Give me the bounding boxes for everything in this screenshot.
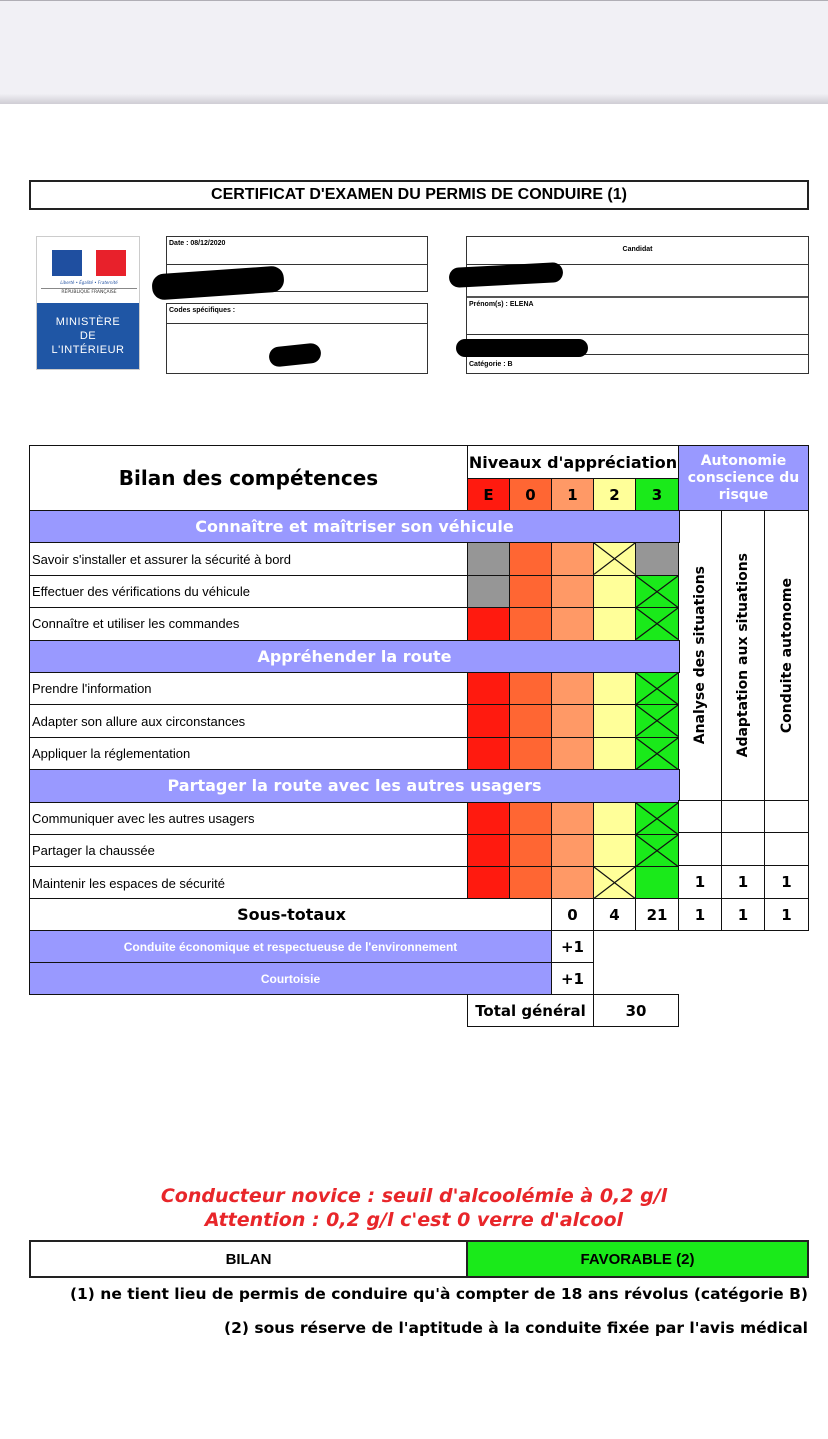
level-cell-0[interactable] [509,672,552,705]
logo-ministry-line: DE [79,330,97,342]
candidate-firstname: Prénom(s) : ELENA [467,298,808,335]
autonomy-col-label: Adaptation aux situations [735,553,751,758]
level-cell-e[interactable] [467,737,510,770]
alcohol-warning-line2: Attention : 0,2 g/l c'est 0 verre d'alcool [204,1209,624,1231]
competence-label: Savoir s'installer et assurer la sécurité à bord [29,542,468,575]
level-cell-e[interactable] [467,542,510,575]
total-value: 30 [593,994,679,1027]
competence-label: Communiquer avec les autres usagers [29,802,468,835]
document-title: CERTIFICAT D'EXAMEN DU PERMIS DE CONDUIRE (1) [29,180,809,210]
competence-label: Adapter son allure aux circonstances [29,704,468,737]
level-cell-3-checked[interactable] [635,704,679,737]
level-cell-1[interactable] [551,704,594,737]
autonomy-empty-cell [721,832,765,866]
bonus-eco-label: Conduite économique et respectueuse de l'environnement [29,930,552,963]
level-cell-3-checked[interactable] [635,737,679,770]
total-label: Total général [467,994,594,1027]
level-cell-3[interactable] [635,866,679,899]
level-cell-e[interactable] [467,607,510,640]
subtotal-autonomy-analyse: 1 [678,898,722,931]
footnote-2: (2) sous réserve de l'aptitude à la conduite fixée par l'avis médical [224,1319,808,1337]
autonomy-empty-cell [678,832,722,866]
codes-label: Codes spécifiques : [167,304,427,324]
bonus-courtesy-label: Courtoisie [29,962,552,995]
level-cell-1[interactable] [551,834,594,867]
competence-label: Partager la chaussée [29,834,468,867]
level-header-2: 2 [593,478,636,511]
logo-ministry-line: MINISTÈRE [55,316,121,328]
level-cell-0[interactable] [509,737,552,770]
section-header: Partager la route avec les autres usagers [29,769,680,802]
level-cell-e[interactable] [467,866,510,899]
competence-grid [29,445,809,1028]
autonomy-value-adaptation: 1 [721,865,765,899]
competence-label: Maintenir les espaces de sécurité [29,866,468,899]
check-x-icon [636,608,678,639]
level-cell-3-checked[interactable] [635,834,679,867]
footnote-1: (1) ne tient lieu de permis de conduire qu'à compter de 18 ans révolus (catégorie B) [69,1285,808,1303]
level-cell-0[interactable] [509,575,552,608]
level-cell-1[interactable] [551,575,594,608]
level-cell-0[interactable] [509,542,552,575]
candidate-category: Catégorie : B [469,361,513,368]
level-cell-2[interactable] [593,834,636,867]
check-x-icon [636,705,678,736]
section-header: Appréhender la route [29,640,680,673]
ministry-logo [36,236,140,370]
level-cell-2[interactable] [593,802,636,835]
level-header-3: 3 [635,478,679,511]
autonomy-empty-cell [678,800,722,833]
logo-ministry [37,303,139,369]
result-label: BILAN [29,1240,467,1278]
level-cell-1[interactable] [551,542,594,575]
redaction-birth [456,339,588,357]
result-value: FAVORABLE (2) [466,1240,809,1278]
subtotal-autonomy-conduite: 1 [764,898,809,931]
autonomy-col-adaptation [721,510,765,801]
subtotal-autonomy-adaptation: 1 [721,898,765,931]
logo-ministry-line: L'INTÉRIEUR [51,344,125,356]
level-cell-0[interactable] [509,802,552,835]
level-header-e: E [467,478,510,511]
level-cell-e[interactable] [467,834,510,867]
level-cell-2[interactable] [593,575,636,608]
level-cell-3-checked[interactable] [635,802,679,835]
level-cell-3[interactable] [635,542,679,575]
logo-motto: Liberté • Égalité • Fraternité [60,280,118,285]
marianne-flag-icon [52,250,126,276]
level-cell-1[interactable] [551,866,594,899]
autonomy-empty-cell [764,832,809,866]
level-cell-0[interactable] [509,704,552,737]
competence-label: Connaître et utiliser les commandes [29,607,468,640]
level-cell-3-checked[interactable] [635,607,679,640]
viewer-toolbar [0,0,828,103]
levels-header: Niveaux d'appréciation [467,445,679,479]
level-header-0: 0 [509,478,552,511]
toolbar-shadow [0,94,828,104]
candidate-header: Candidat [467,237,808,265]
autonomy-header: Autonomie conscience du risque [678,445,809,511]
check-x-icon [636,576,678,607]
grid-title: Bilan des compétences [29,445,468,511]
autonomy-empty-cell [764,800,809,833]
bonus-eco-value: +1 [551,930,594,963]
level-cell-2[interactable] [593,704,636,737]
level-cell-2-checked[interactable] [593,866,636,899]
autonomy-col-label: Conduite autonome [778,577,795,734]
level-cell-2[interactable] [593,737,636,770]
autonomy-value-analyse: 1 [678,865,722,899]
check-x-icon [636,738,678,769]
subtotals-label: Sous-totaux [29,898,553,931]
level-cell-e[interactable] [467,575,510,608]
level-cell-1[interactable] [551,802,594,835]
check-x-icon [636,835,678,866]
level-cell-2-checked[interactable] [593,542,636,575]
autonomy-col-conduite [764,510,809,801]
autonomy-col-label: Analyse des situations [692,566,708,745]
level-cell-1[interactable] [551,672,594,705]
alcohol-warning-line1: Conducteur novice : seuil d'alcoolémie à 0,2 g/l [160,1185,668,1207]
level-cell-2[interactable] [593,672,636,705]
level-cell-0[interactable] [509,866,552,899]
level-cell-3-checked[interactable] [635,575,679,608]
subtotal-level-3: 21 [635,898,679,931]
level-cell-0[interactable] [509,607,552,640]
autonomy-empty-cell [721,800,765,833]
level-cell-2[interactable] [593,607,636,640]
check-x-icon [594,867,635,898]
level-cell-0[interactable] [509,834,552,867]
competence-label: Effectuer des vérifications du véhicule [29,575,468,608]
competence-label: Prendre l'information [29,672,468,705]
autonomy-col-analyse [678,510,722,801]
level-cell-1[interactable] [551,607,594,640]
section-header: Connaître et maîtriser son véhicule [29,510,680,543]
competence-label: Appliquer la réglementation [29,737,468,770]
level-cell-3-checked[interactable] [635,672,679,705]
check-x-icon [594,543,635,574]
level-cell-e[interactable] [467,704,510,737]
check-x-icon [636,803,678,834]
subtotal-level-2: 4 [593,898,636,931]
level-header-1: 1 [551,478,594,511]
check-x-icon [636,673,678,704]
level-cell-1[interactable] [551,737,594,770]
exam-date: Date : 08/12/2020 [167,237,427,265]
autonomy-value-conduite: 1 [764,865,809,899]
level-cell-e[interactable] [467,672,510,705]
level-cell-e[interactable] [467,802,510,835]
logo-republic: RÉPUBLIQUE FRANÇAISE [41,288,137,295]
subtotal-level-1: 0 [551,898,594,931]
bonus-courtesy-value: +1 [551,962,594,995]
